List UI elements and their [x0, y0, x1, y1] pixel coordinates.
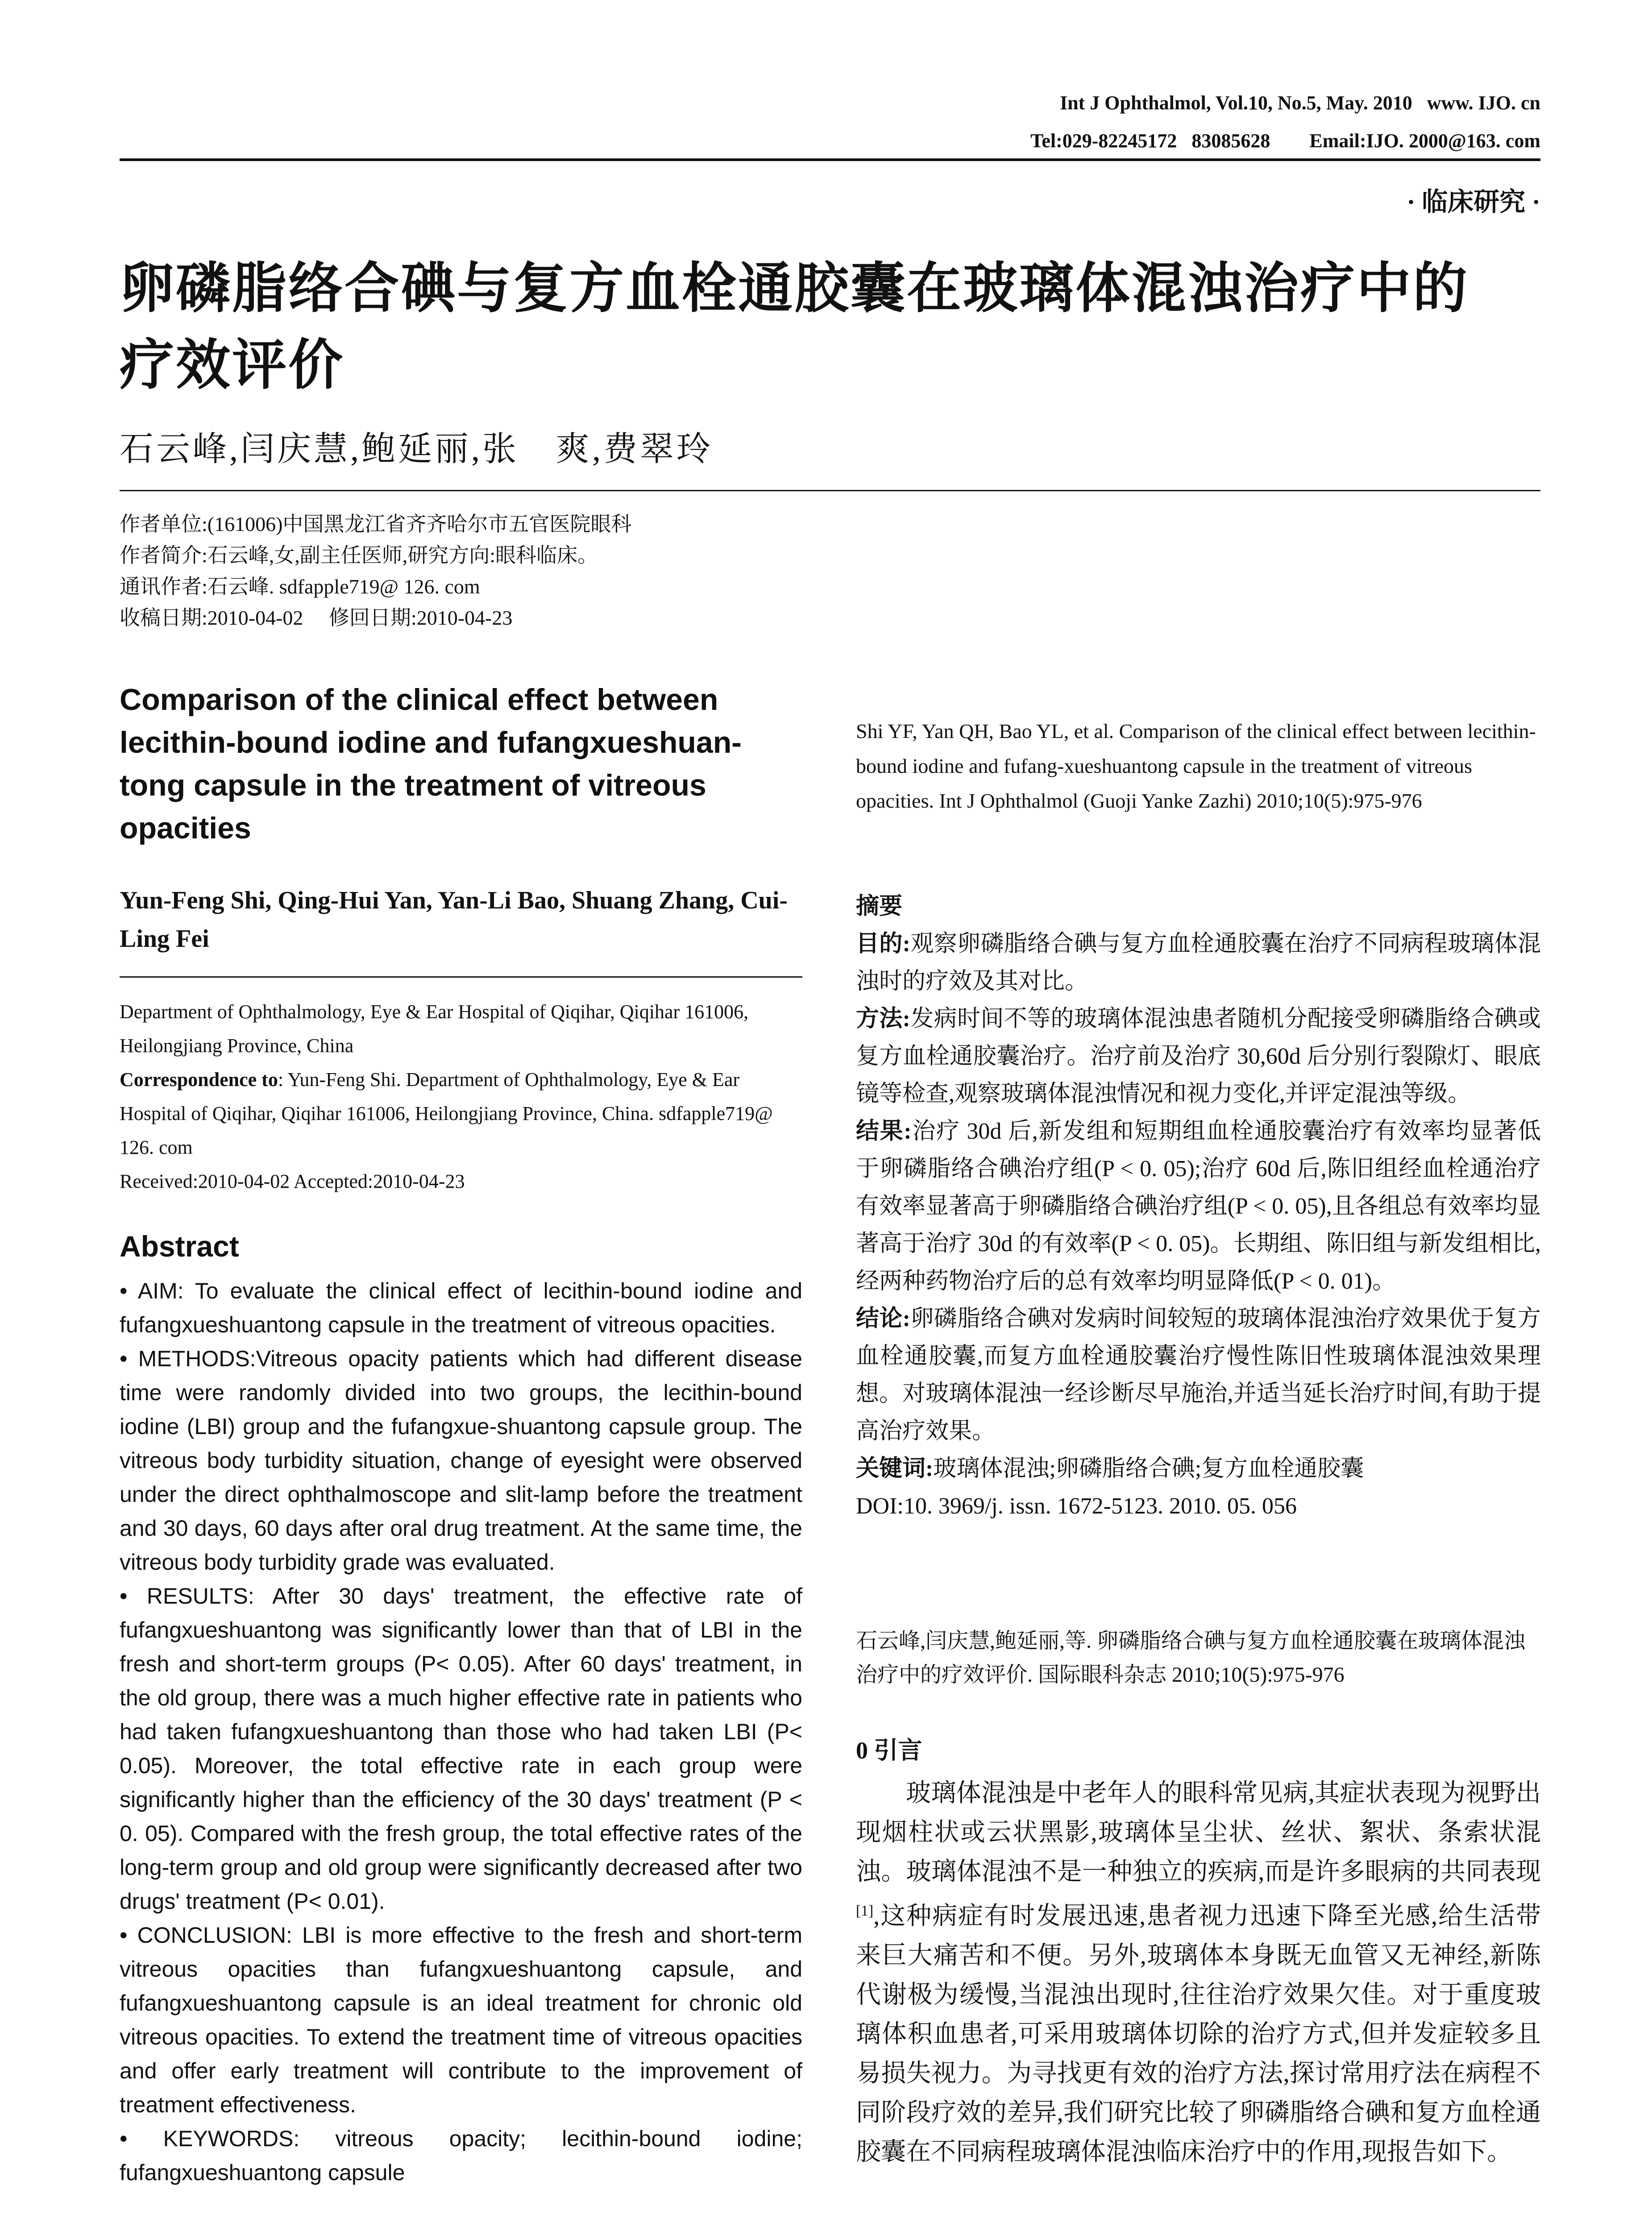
- title-rule: [120, 490, 1540, 491]
- cn-methods: [856, 1000, 1541, 1113]
- cn-aim: [856, 925, 1541, 1000]
- cn-results-text: 治疗 30d 后,新发组和短期组血栓通胶囊治疗有效率均显著低于卵磷脂络合碘治疗组(P < 0. 05);治疗 60d 后,陈旧组经血栓通治疗有效率显著高于卵磷脂络合碘治疗组(P < 0. 05),且各组总有效率均显著高于治疗 30d 的有效率(P < 0. 05)。长期组、陈旧组与新发组相比,经两种药物治疗后的总有效率均明显降低(P < 0. 01)。: [856, 1119, 1541, 1294]
- introduction-body: [856, 1774, 1541, 2172]
- correspondence-text: : Yun-Feng Shi. Department of Ophthalmology, Eye & Ear Hospital of Qiqihar, Qiqihar 161006, Heilongjiang Province, China. sdfapple719@ 126. com: [120, 1069, 773, 1158]
- chinese-abstract-heading: 摘要: [856, 894, 903, 919]
- section-label: · 临床研究 ·: [1407, 187, 1540, 216]
- cn-keywords: [856, 1450, 1541, 1488]
- keywords-label: • KEYWORDS:: [120, 2126, 300, 2151]
- results-label: • RESULTS:: [120, 1584, 254, 1609]
- doi: DOI:10. 3969/j. issn. 1672-5123. 2010. 05. 056: [856, 1493, 1297, 1519]
- intro-text-b: ,这种病症有时发展迅速,患者视力迅速下降至光感,给生活带来巨大痛苦和不便。另外,玻璃体本身既无血管又无神经,新陈代谢极为缓慢,当混浊出现时,往往治疗效果欠佳。对于重度玻璃体积血患者,可采用玻璃体切除的治疗方式,但并发症较多且易损失视力。为寻找更有效的治疗方法,探讨常用疗法在病程不同阶段疗效的差异,我们研究比较了卵磷脂络合碘和复方血栓通胶囊在不同病程玻璃体混浊临床治疗中的作用,现报告如下。: [856, 1902, 1541, 2166]
- english-authors: Yun-Feng Shi, Qing-Hui Yan, Yan-Li Bao, Shuang Zhang, Cui-Ling Fei: [120, 887, 788, 953]
- cn-methods-text: 发病时间不等的玻璃体混浊患者随机分配接受卵磷脂络合碘或复方血栓通胶囊治疗。治疗前及治疗 30,60d 后分别行裂隙灯、眼底镜等检查,观察玻璃体混浊情况和视力变化,并评定混浊等级。: [856, 1006, 1541, 1107]
- correspondence-label: Correspondence to: [120, 1069, 278, 1091]
- english-citation: Shi YF, Yan QH, Bao YL, et al. Comparison of the clinical effect between lecithin-bound iodine and fufang-xueshuantong capsule in the treatment of vitreous opacities. Int J Ophthalmol (Guoji Yanke Zazhi) 2010;10(5):975-976: [856, 720, 1536, 812]
- received-accepted-dates: Received:2010-04-02 Accepted:2010-04-23: [120, 1170, 465, 1192]
- english-title: Comparison of the clinical effect between lecithin-bound iodine and fufangxueshuan-tong capsule in the treatment of vitreous opacities: [120, 683, 742, 845]
- reference-marker[interactable]: [1]: [856, 1903, 874, 1919]
- author-bio: 作者简介:石云峰,女,副主任医师,研究方向:眼科临床。: [120, 544, 598, 567]
- cn-keywords-label: 关键词:: [856, 1456, 934, 1481]
- intro-text-a: 玻璃体混浊是中老年人的眼科常见病,其症状表现为视野出现烟柱状或云状黑影,玻璃体呈尘状、丝状、絮状、条索状混浊。玻璃体混浊不是一种独立的疾病,而是许多眼病的共同表现: [856, 1779, 1541, 1886]
- methods-text: Vitreous opacity patients which had different disease time were randomly divided into two groups, the lecithin-bound iodine (LBI) group and the fufangxue-shuantong capsule group. The vitreous body turbidity situation, change of eyesight were observed under the direct ophthalmoscope and slit-lamp before the treatment and 30 days, 60 days after oral drug treatment. At the same time, the vitreous body turbidity grade was evaluated.: [120, 1346, 802, 1575]
- department: Department of Ophthalmology, Eye & Ear Hospital of Qiqihar, Qiqihar 161006, Heilongjiang Province, China: [120, 1001, 749, 1057]
- abstract-aim: [120, 1274, 802, 1342]
- conclusion-label: • CONCLUSION:: [120, 1923, 292, 1948]
- abstract-results: [120, 1579, 802, 1918]
- chinese-authors: 石云峰,闫庆慧,鲍延丽,张 爽,费翠玲: [120, 431, 713, 468]
- chinese-title-line1: 卵磷脂络合碘与复方血栓通胶囊在玻璃体混浊治疗中的: [120, 257, 1469, 320]
- cn-aim-text: 观察卵磷脂络合碘与复方血栓通胶囊在治疗不同病程玻璃体混浊时的疗效及其对比。: [856, 931, 1541, 994]
- abstract-conclusion: [120, 1918, 802, 2122]
- corresponding-author: 通讯作者:石云峰. sdfapple719@ 126. com: [120, 575, 480, 598]
- introduction-paragraph: [856, 1774, 1541, 2172]
- cn-results: [856, 1113, 1541, 1300]
- cn-methods-label: 方法:: [856, 1006, 910, 1032]
- received-revised-dates: 收稿日期:2010-04-02 修回日期:2010-04-23: [120, 606, 513, 629]
- english-abstract: [120, 1274, 802, 2190]
- chinese-abstract: [856, 888, 1541, 1525]
- aim-text: To evaluate the clinical effect of lecithin-bound iodine and fufangxueshuantong capsule in the treatment of vitreous opacities.: [120, 1278, 803, 1337]
- authors-rule: [120, 976, 802, 978]
- cn-conclusion: [856, 1300, 1541, 1450]
- keywords-text: vitreous opacity; lecithin-bound iodine; fufangxueshuantong capsule: [120, 2126, 802, 2185]
- cn-keywords-text: 玻璃体混浊;卵磷脂络合碘;复方血栓通胶囊: [933, 1456, 1364, 1481]
- introduction-heading: 0 引言: [856, 1737, 922, 1764]
- results-text: After 30 days' treatment, the effective rate of fufangxueshuantong was significantly lower than that of LBI in the fresh and short-term groups (P< 0.05). After 60 days' treatment, in the old group, there was a much higher effective rate in patients who had taken fufangxueshuantong than those who had taken LBI (P< 0.05). Moreover, the total effective rate in each group were significantly higher than the efficiency of the 30 days' treatment (P < 0. 05). Compared with the fresh group, the total effective rates of the long-term group and old group were significantly decreased after two drugs' treatment (P< 0.01).: [120, 1584, 802, 1914]
- conclusion-text: LBI is more effective to the fresh and short-term vitreous opacities than fufangxueshuantong capsule, and fufangxueshuantong capsule is an ideal treatment for chronic old vitreous opacities. To extend the treatment time of vitreous opacities and offer early treatment will contribute to the improvement of treatment effectiveness.: [120, 1923, 802, 2117]
- methods-label: • METHODS:: [120, 1346, 256, 1371]
- chinese-title-line2: 疗效评价: [120, 333, 345, 397]
- author-affiliation: 作者单位:(161006)中国黑龙江省齐齐哈尔市五官医院眼科: [120, 513, 632, 535]
- abstract-heading: Abstract: [120, 1230, 239, 1263]
- header-rule: [120, 158, 1540, 161]
- english-author-info: [120, 995, 802, 1198]
- journal-header-line1: Int J Ophthalmol, Vol.10, No.5, May. 2010 www. IJO. cn: [1060, 92, 1540, 114]
- cn-results-label: 结果:: [856, 1119, 912, 1144]
- chinese-title: [120, 250, 1548, 403]
- journal-header-line2: Tel:029-82245172 83085628 Email:IJO. 2000@163. com: [1030, 130, 1540, 152]
- correspondence: [120, 1063, 802, 1165]
- abstract-methods: [120, 1342, 802, 1579]
- aim-label: • AIM:: [120, 1278, 184, 1303]
- cn-conclusion-text: 卵磷脂络合碘对发病时间较短的玻璃体混浊治疗效果优于复方血栓通胶囊,而复方血栓通胶囊治疗慢性陈旧性玻璃体混浊效果理想。对玻璃体混浊一经诊断尽早施治,并适当延长治疗时间,有助于提高治疗效果。: [856, 1306, 1541, 1444]
- chinese-citation: 石云峰,闫庆慧,鲍延丽,等. 卵磷脂络合碘与复方血栓通胶囊在玻璃体混浊治疗中的疗效评价. 国际眼科杂志 2010;10(5):975-976: [856, 1629, 1526, 1687]
- chinese-author-info: [120, 509, 802, 634]
- cn-aim-label: 目的:: [856, 931, 910, 957]
- cn-conclusion-label: 结论:: [856, 1306, 910, 1331]
- abstract-keywords: [120, 2122, 802, 2190]
